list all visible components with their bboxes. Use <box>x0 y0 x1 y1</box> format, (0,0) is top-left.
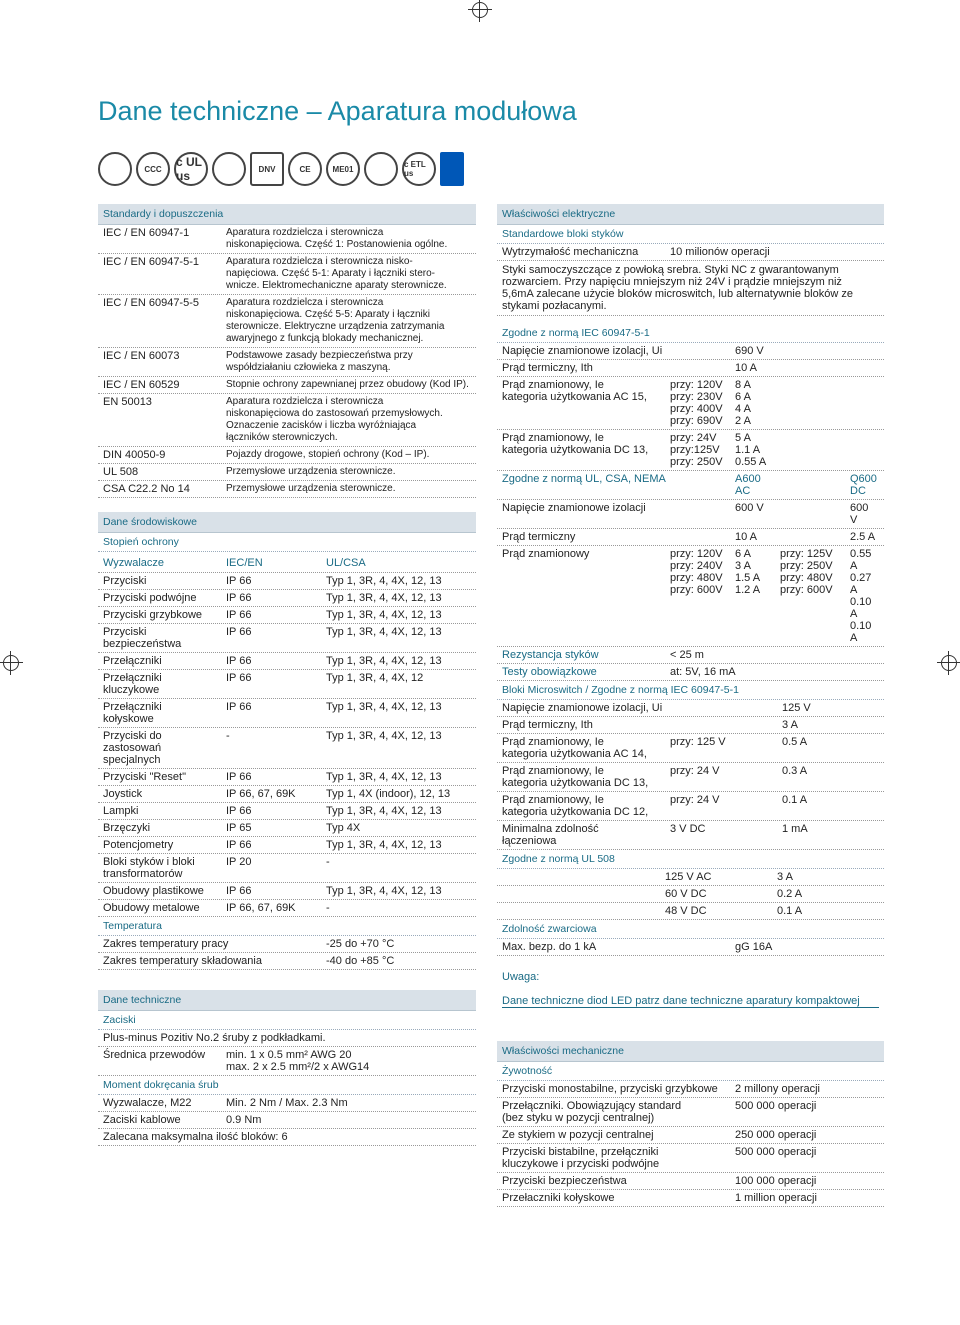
standard-code: UL 508 <box>103 466 139 478</box>
life-value: 100 000 operacji <box>735 1175 817 1187</box>
protection-ul: - <box>326 902 330 914</box>
protection-iec: IP 66 <box>226 609 252 621</box>
protection-iec: IP 66 <box>226 771 252 783</box>
iec-value: 8 A 6 A 4 A 2 A <box>735 379 751 427</box>
life-value: 500 000 operacji <box>735 1146 817 1158</box>
ul-cond-ac <box>670 502 735 526</box>
protection-row <box>98 883 476 900</box>
iec-row <box>497 377 884 430</box>
ul-logo: c UL us <box>174 152 208 186</box>
iec-cond <box>670 362 735 374</box>
ul-cond-dc: przy: 125V przy: 250V przy: 480V przy: 600V <box>780 548 833 596</box>
gost-seal-logo <box>364 152 398 186</box>
tests-row <box>497 664 884 681</box>
resist-key: Rezystancja styków <box>502 649 599 661</box>
ul-col-dc: Q600 DC <box>850 473 877 497</box>
protection-device: Lampki <box>103 805 139 817</box>
micro-row <box>497 700 884 717</box>
clamps-header: Zaciski <box>98 1011 476 1030</box>
ul508-header: Zgodne z normą UL 508 <box>497 850 884 869</box>
left-column <box>98 204 476 1146</box>
ul508-current: 0.1 A <box>777 905 803 917</box>
micro-key: Minimalna zdolność łączeniowa <box>502 823 599 847</box>
ul-dc: 0.55 A 0.27 A 0.10 A 0.10 A <box>850 548 872 644</box>
protection-device: Obudowy metalowe <box>103 902 200 914</box>
anchor-seal-logo <box>212 152 246 186</box>
life-row <box>497 1081 884 1098</box>
contacts-note: Styki samoczyszczące z powłoką srebra. Styki NC z gwarantowanym rozwarciem. Przy napięciu mniejszym niż 24V i prądzie mniejszym niż 5,6mA zalecane użycie bloków microswitch, lub alternatywnie bloków ze stykami pozłacanymi. <box>497 261 884 316</box>
tech-header: Dane techniczne <box>98 990 476 1011</box>
protection-device: Przyciski bezpieczeństwa <box>103 626 182 650</box>
micro-cond <box>670 702 782 714</box>
protection-row <box>98 769 476 786</box>
life-value: 1 million operacji <box>735 1192 817 1204</box>
micro-row <box>497 763 884 792</box>
iec-row <box>497 343 884 360</box>
micro-key: Prąd znamionowy, Ie kategoria użytkowania AC 14, <box>502 736 647 760</box>
micro-value: 0.3 A <box>782 765 808 777</box>
micro-cond: przy: 125 V <box>670 736 726 748</box>
micro-value: 3 A <box>782 719 798 731</box>
ul-dc: 2.5 A <box>850 531 876 543</box>
protection-row <box>98 699 476 728</box>
ul-ac: 10 A <box>735 531 758 543</box>
torque-row <box>98 1112 476 1129</box>
temp-header: Temperatura <box>98 917 476 936</box>
col-ul: UL/CSA <box>326 557 366 569</box>
standard-row <box>98 377 476 394</box>
max-blocks-row <box>98 1129 476 1146</box>
protection-ul: Typ 1, 3R, 4, 4X, 12, 13 <box>326 609 442 621</box>
protection-iec: IP 66 <box>226 655 252 667</box>
protection-ul: Typ 1, 3R, 4, 4X, 12, 13 <box>326 730 442 742</box>
ul-col-ac: A600 AC <box>735 473 761 497</box>
protection-device: Przyciski "Reset" <box>103 771 186 783</box>
temp-value: -25 do +70 °C <box>326 938 395 950</box>
life-key: Przyciski bistabilne, przełączniki kluczykowe i przyciski podwójne <box>502 1146 660 1170</box>
micro-value: 125 V <box>782 702 811 714</box>
life-key: Ze stykiem w pozycji centralnej <box>502 1129 654 1141</box>
iec-cond: przy: 120V przy: 230V przy: 400V przy: 690V <box>670 379 723 427</box>
temp-key: Zakres temperatury składowania <box>103 955 262 967</box>
iec-cond <box>670 345 735 357</box>
standard-desc: Aparatura rozdzielcza i sterownicza niskonapięciowa. Część 5-5: Aparaty i łączniki sterownicze. Elektryczne urządzenia zatrzymania awaryjnego z funkcją blokady mechanicznej. <box>226 297 445 344</box>
ul-key: Prąd termiczny <box>502 531 576 543</box>
protection-row <box>98 624 476 653</box>
ccc-logo: CCC <box>136 152 170 186</box>
iec-cond: przy: 24V przy:125V przy: 250V <box>670 432 723 468</box>
protection-ul: Typ 1, 3R, 4, 4X, 12, 13 <box>326 701 442 713</box>
protection-device: Przełączniki kluczykowe <box>103 672 162 696</box>
protection-iec: IP 66 <box>226 672 252 684</box>
protection-device: Brzęczyki <box>103 822 151 834</box>
remark-label: Uwaga: <box>502 971 540 983</box>
ul508-spacer <box>502 905 665 917</box>
pcbc-logo: ME01 <box>326 152 360 186</box>
temp-value: -40 do +85 °C <box>326 955 395 967</box>
protection-iec: IP 66 <box>226 626 252 638</box>
resist-row <box>497 647 884 664</box>
life-row <box>497 1190 884 1207</box>
life-header: Żywotność <box>497 1062 884 1081</box>
elec-header: Właściwości elektryczne <box>497 204 884 225</box>
mech-header: Właściwości mechaniczne <box>497 1041 884 1062</box>
resist-value: < 25 m <box>670 649 704 661</box>
certification-logos <box>98 146 464 192</box>
protection-row <box>98 607 476 624</box>
temp-row <box>98 953 476 970</box>
protection-device: Joystick <box>103 788 143 800</box>
iec-key: Prąd znamionowy, Ie kategoria użytkowania DC 13, <box>502 432 649 456</box>
standard-desc: Podstawowe zasady bezpieczeństwa przy współdziałaniu człowieka z maszyną. <box>226 350 413 373</box>
standard-desc: Aparatura rozdzielcza i sterownicza niskonapięciowa. Część 1: Postanowienia ogólne. <box>226 227 448 250</box>
short-row <box>497 939 884 956</box>
page-title: Dane techniczne – Aparatura modułowa <box>98 96 577 127</box>
ul508-voltage: 48 V DC <box>665 905 707 917</box>
life-key: Przyciski monostabilne, przyciski grzybkowe <box>502 1083 718 1095</box>
standards-header: Standardy i dopuszczenia <box>98 204 476 225</box>
ul-row <box>497 500 884 529</box>
micro-row <box>497 821 884 850</box>
protection-ul: Typ 1, 3R, 4, 4X, 12, 13 <box>326 771 442 783</box>
circle-seal-logo <box>98 152 132 186</box>
remark <box>497 956 884 1023</box>
clamps-plus: Plus-minus Pozitiv No.2 śruby z podkładkami. <box>103 1032 326 1044</box>
standard-desc: Stopnie ochrony zapewnianej przez obudowy (Kod IP). <box>226 379 469 390</box>
standard-code: DIN 40050-9 <box>103 449 166 461</box>
life-value: 2 millony operacji <box>735 1083 820 1095</box>
torque-row <box>98 1095 476 1112</box>
protection-iec: IP 66 <box>226 575 252 587</box>
protection-row <box>98 786 476 803</box>
standard-desc: Przemysłowe urządzenia sterownicze. <box>226 483 396 494</box>
standard-desc: Pojazdy drogowe, stopień ochrony (Kod – IP). <box>226 449 430 460</box>
protection-row <box>98 854 476 883</box>
standard-row <box>98 348 476 377</box>
torque-value: Min. 2 Nm / Max. 2.3 Nm <box>226 1097 348 1109</box>
ul-cond-ac: przy: 120V przy: 240V przy: 480V przy: 600V <box>670 548 723 596</box>
protection-ul: Typ 1, 3R, 4, 4X, 12, 13 <box>326 805 442 817</box>
micro-row <box>497 734 884 763</box>
protection-device: Przyciski do zastosowań specjalnych <box>103 730 162 766</box>
standard-row <box>98 394 476 447</box>
protection-iec: - <box>226 730 230 742</box>
ul-key: Prąd znamionowy <box>502 548 590 560</box>
micro-cond: przy: 24 V <box>670 794 720 806</box>
standard-code: CSA C22.2 No 14 <box>103 483 190 495</box>
ul508-voltage: 60 V DC <box>665 888 707 900</box>
standard-code: IEC / EN 60947-5-1 <box>103 256 199 268</box>
crop-mark-top <box>472 2 488 18</box>
mech-durability-row <box>497 244 884 261</box>
protection-iec: IP 66, 67, 69K <box>226 902 296 914</box>
life-key: Przełączniki. Obowiązujący standard (bez styku w pozycji centralnej) <box>502 1100 682 1124</box>
mech-durability-key: Wytrzymałość mechaniczna <box>502 246 639 258</box>
standard-code: IEC / EN 60073 <box>103 350 180 362</box>
ul508-row <box>497 869 884 886</box>
crop-mark-left <box>3 655 19 671</box>
short-header: Zdolność zwarciowa <box>497 920 884 939</box>
max-blocks: Zalecana maksymalna ilość bloków: 6 <box>103 1131 288 1143</box>
standard-row <box>98 447 476 464</box>
life-value: 250 000 operacji <box>735 1129 817 1141</box>
protection-device: Przyciski <box>103 575 147 587</box>
life-key: Przyciski bezpieczeństwa <box>502 1175 627 1187</box>
protection-row <box>98 670 476 699</box>
protection-ul: Typ 1, 3R, 4, 4X, 12, 13 <box>326 575 442 587</box>
ul-ac: 600 V <box>735 502 764 514</box>
protection-iec: IP 66, 67, 69K <box>226 788 296 800</box>
iec-value: 690 V <box>735 345 764 357</box>
env-header: Dane środowiskowe <box>98 512 476 533</box>
micro-row <box>497 792 884 821</box>
ul-cond-dc <box>780 531 850 543</box>
protection-ul: Typ 1, 4X (indoor), 12, 13 <box>326 788 451 800</box>
torque-key: Wyzwalacze, M22 <box>103 1097 192 1109</box>
protection-device: Przełączniki <box>103 655 162 667</box>
ukraine-trident-logo <box>440 152 464 186</box>
standard-row <box>98 295 476 348</box>
ul-header-row <box>497 471 884 500</box>
micro-cond <box>670 719 782 731</box>
protection-row <box>98 820 476 837</box>
protection-device: Przełączniki kołyskowe <box>103 701 162 725</box>
standard-desc: Aparatura rozdzielcza i sterownicza niskonapięciowa do zastosowań przemysłowych. Oznaczenie zacisków i liczba wyróżniająca łączników sterowniczych. <box>226 396 443 443</box>
micro-cond: przy: 24 V <box>670 765 720 777</box>
protection-iec: IP 66 <box>226 592 252 604</box>
ce-logo: CE <box>288 152 322 186</box>
protection-iec: IP 66 <box>226 839 252 851</box>
micro-value: 1 mA <box>782 823 808 835</box>
ul508-voltage: 125 V AC <box>665 871 712 883</box>
protection-ul: Typ 1, 3R, 4, 4X, 12, 13 <box>326 655 442 667</box>
standard-row <box>98 225 476 254</box>
protection-ul: Typ 1, 3R, 4, 4X, 12, 13 <box>326 839 442 851</box>
protection-iec: IP 65 <box>226 822 252 834</box>
iec-key: Prąd znamionowy, Ie kategoria użytkowania AC 15, <box>502 379 647 403</box>
protection-ul: - <box>326 856 330 868</box>
iec-value: 5 A 1.1 A 0.55 A <box>735 432 767 468</box>
ul508-current: 0.2 A <box>777 888 803 900</box>
standard-row <box>98 481 476 498</box>
micro-header: Bloki Microswitch / Zgodne z normą IEC 60947-5-1 <box>497 681 884 700</box>
right-column <box>497 204 884 1207</box>
ul-cond-dc <box>780 502 850 526</box>
life-row <box>497 1098 884 1127</box>
ul508-current: 3 A <box>777 871 793 883</box>
ul-row <box>497 546 884 647</box>
torque-value: 0.9 Nm <box>226 1114 262 1126</box>
protection-device: Przyciski podwójne <box>103 592 197 604</box>
ul508-spacer <box>502 888 665 900</box>
protection-row <box>98 900 476 917</box>
protection-col-headers <box>98 552 476 573</box>
col-iec: IEC/EN <box>226 557 263 569</box>
life-value: 500 000 operacji <box>735 1100 817 1112</box>
protection-row <box>98 573 476 590</box>
mech-durability-value: 10 milionów operacji <box>670 246 770 258</box>
protection-ul: Typ 1, 3R, 4, 4X, 12, 13 <box>326 885 442 897</box>
standard-desc: Przemysłowe urządzenia sterownicze. <box>226 466 396 477</box>
ul-ac: 6 A 3 A 1.5 A 1.2 A <box>735 548 761 596</box>
iec-key: Prąd termiczny, Ith <box>502 362 593 374</box>
ul-header: Zgodne z normą UL, CSA, NEMA <box>502 473 666 485</box>
micro-key: Napięcie znamionowe izolacji, Ui <box>502 702 663 714</box>
temp-key: Zakres temperatury pracy <box>103 938 229 950</box>
std-blocks-header: Standardowe bloki styków <box>497 225 884 244</box>
ul508-spacer <box>502 871 665 883</box>
protection-iec: IP 66 <box>226 805 252 817</box>
standard-row <box>98 254 476 295</box>
protection-ul: Typ 1, 3R, 4, 4X, 12 <box>326 672 424 684</box>
life-row <box>497 1144 884 1173</box>
protection-row <box>98 837 476 854</box>
temp-row <box>98 936 476 953</box>
micro-cond: 3 V DC <box>670 823 706 835</box>
protection-ul: Typ 4X <box>326 822 361 834</box>
ul-dc: 600 V <box>850 502 869 526</box>
clamps-plus-row <box>98 1030 476 1047</box>
crop-mark-right <box>941 655 957 671</box>
protection-row <box>98 728 476 769</box>
protection-device: Potencjometry <box>103 839 174 851</box>
protection-iec: IP 66 <box>226 701 252 713</box>
short-value: gG 16A <box>735 941 773 953</box>
life-row <box>497 1127 884 1144</box>
tests-value: at: 5V, 16 mA <box>670 666 736 678</box>
iec-row <box>497 360 884 377</box>
col-trigger: Wyzwalacze <box>103 557 165 569</box>
life-key: Przełaczniki kołyskowe <box>502 1192 615 1204</box>
wire-key: Średnica przewodów <box>103 1049 206 1061</box>
micro-value: 0.5 A <box>782 736 808 748</box>
iec-header: Zgodne z normą IEC 60947-5-1 <box>497 324 884 343</box>
protection-header: Stopień ochrony <box>98 533 476 552</box>
protection-device: Bloki styków i bloki transformatorów <box>103 856 195 880</box>
etl-logo: c ETL us <box>402 152 436 186</box>
protection-row <box>98 803 476 820</box>
ul-cond-ac <box>670 531 735 543</box>
micro-key: Prąd termiczny, Ith <box>502 719 593 731</box>
wire-value: min. 1 x 0.5 mm² AWG 20 max. 2 x 2.5 mm²/2 x AWG14 <box>226 1049 370 1073</box>
protection-device: Obudowy plastikowe <box>103 885 204 897</box>
protection-row <box>98 653 476 670</box>
iec-value: 10 A <box>735 362 758 374</box>
protection-device: Przyciski grzybkowe <box>103 609 203 621</box>
protection-row <box>98 590 476 607</box>
micro-row <box>497 717 884 734</box>
protection-ul: Typ 1, 3R, 4, 4X, 12, 13 <box>326 592 442 604</box>
standard-code: IEC / EN 60947-5-5 <box>103 297 199 309</box>
micro-value: 0.1 A <box>782 794 808 806</box>
ul508-row <box>497 886 884 903</box>
tests-key: Testy obowiązkowe <box>502 666 597 678</box>
protection-ul: Typ 1, 3R, 4, 4X, 12, 13 <box>326 626 442 638</box>
iec-key: Napięcie znamionowe izolacji, Ui <box>502 345 663 357</box>
micro-key: Prąd znamionowy, Ie kategoria użytkowania DC 13, <box>502 765 649 789</box>
protection-iec: IP 66 <box>226 885 252 897</box>
standard-row <box>98 464 476 481</box>
standard-code: EN 50013 <box>103 396 152 408</box>
ul508-row <box>497 903 884 920</box>
torque-key: Zaciski kablowe <box>103 1114 181 1126</box>
wire-row <box>98 1047 476 1076</box>
protection-iec: IP 20 <box>226 856 252 868</box>
dnv-logo: DNV <box>250 152 284 186</box>
standard-desc: Aparatura rozdzielcza i sterownicza nisko- napięciowa. Część 5-1: Aparaty i łączniki stero- wnicze. Elektromechaniczne aparaty sterownicze. <box>226 256 447 291</box>
torque-header: Moment dokręcania śrub <box>98 1076 476 1095</box>
standard-code: IEC / EN 60947-1 <box>103 227 190 239</box>
iec-row <box>497 430 884 471</box>
ul-key: Napięcie znamionowe izolacji <box>502 502 646 514</box>
remark-text: Dane techniczne diod LED patrz dane techniczne aparatury kompaktowej <box>502 995 879 1008</box>
ul-row <box>497 529 884 546</box>
short-key: Max. bezp. do 1 kA <box>502 941 597 953</box>
micro-key: Prąd znamionowy, Ie kategoria użytkowania DC 12, <box>502 794 649 818</box>
standard-code: IEC / EN 60529 <box>103 379 180 391</box>
life-row <box>497 1173 884 1190</box>
